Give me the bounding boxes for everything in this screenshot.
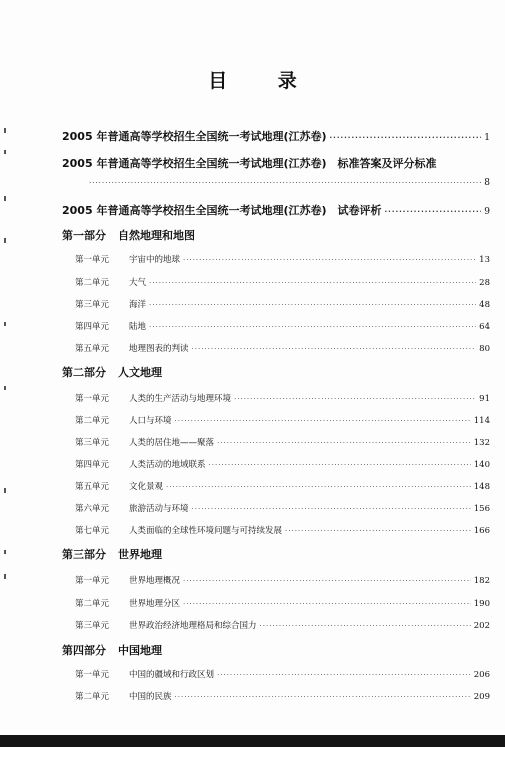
toc-page-number: 206 <box>473 670 490 680</box>
dot-leader <box>260 622 471 630</box>
toc-unit[interactable] <box>75 619 490 631</box>
dot-leader <box>175 417 471 425</box>
unit-number: 第一单元 <box>75 255 110 265</box>
part-heading <box>62 227 195 243</box>
dot-leader <box>183 256 476 264</box>
dot-leader <box>209 461 471 469</box>
dot-leader <box>149 323 476 331</box>
part-name: 中国地理 <box>118 644 162 657</box>
toc-unit[interactable] <box>75 320 490 332</box>
dot-leader <box>385 208 482 216</box>
unit-number: 第六单元 <box>75 504 110 514</box>
unit-number: 第七单元 <box>75 526 110 536</box>
part-number: 第四部分 <box>62 644 106 657</box>
toc-page-number: 64 <box>479 322 490 332</box>
dot-leader <box>166 483 471 491</box>
unit-number: 第二单元 <box>75 692 110 702</box>
toc-unit[interactable] <box>75 436 490 448</box>
toc-page-number: 114 <box>473 416 490 426</box>
toc-page-number: 80 <box>479 344 490 354</box>
scan-margin <box>0 747 505 780</box>
toc-page-number: 148 <box>473 482 490 492</box>
part-heading <box>62 642 162 658</box>
unit-name: 人类面临的全球性环境问题与可持续发展 <box>129 526 283 536</box>
unit-number: 第二单元 <box>75 416 110 426</box>
toc-unit[interactable] <box>75 502 490 514</box>
unit-number: 第五单元 <box>75 482 110 492</box>
toc-unit[interactable] <box>75 276 490 288</box>
unit-name: 中国的民族 <box>129 692 172 702</box>
unit-number: 第一单元 <box>75 394 110 404</box>
unit-name: 人类的居住地——聚落 <box>129 438 215 448</box>
dot-leader <box>285 527 471 535</box>
dot-leader <box>217 671 471 679</box>
toc-page-number: 209 <box>473 692 490 702</box>
toc-entry-analysis[interactable] <box>62 202 490 218</box>
dot-leader <box>192 345 477 353</box>
part-number: 第二部分 <box>62 366 106 379</box>
unit-number: 第三单元 <box>75 438 110 448</box>
scan-edge-shadow <box>0 735 505 747</box>
toc-entry-title: 2005 年普通高等学校招生全国统一考试地理(江苏卷) 标准答案及评分标准 <box>62 157 437 170</box>
unit-number: 第二单元 <box>75 599 110 609</box>
part-number: 第三部分 <box>62 548 106 561</box>
toc-page-number: 132 <box>473 438 490 448</box>
toc-page-number: 48 <box>479 300 490 310</box>
toc-entry-answers-continued[interactable] <box>86 178 490 188</box>
unit-name: 陆地 <box>129 322 147 332</box>
part-heading <box>62 546 162 562</box>
unit-name: 旅游活动与环境 <box>129 504 189 514</box>
toc-unit[interactable] <box>75 668 490 680</box>
unit-name: 世界政治经济地理格局和综合国力 <box>129 621 257 631</box>
unit-number: 第四单元 <box>75 322 110 332</box>
toc-entry-title: 2005 年普通高等学校招生全国统一考试地理(江苏卷) <box>62 130 327 143</box>
toc-entry-answers[interactable] <box>62 155 490 171</box>
part-number: 第一部分 <box>62 229 106 242</box>
toc-page-number: 8 <box>484 178 490 188</box>
unit-name: 世界地理分区 <box>129 599 181 609</box>
unit-name: 人类的生产活动与地理环境 <box>129 394 232 404</box>
toc-page-number: 9 <box>484 207 490 217</box>
unit-name: 人类活动的地域联系 <box>129 460 206 470</box>
unit-name: 宇宙中的地球 <box>129 255 181 265</box>
toc-page-number: 156 <box>473 504 490 514</box>
dot-leader <box>234 395 476 403</box>
toc-unit[interactable] <box>75 458 490 470</box>
toc-page-number: 190 <box>473 599 490 609</box>
toc-unit[interactable] <box>75 342 490 354</box>
dot-leader <box>192 505 471 513</box>
toc-unit[interactable] <box>75 690 490 702</box>
toc-page-number: 202 <box>473 621 490 631</box>
unit-name: 地理图表的判读 <box>129 344 189 354</box>
unit-number: 第五单元 <box>75 344 110 354</box>
toc-unit[interactable] <box>75 597 490 609</box>
toc-unit[interactable] <box>75 414 490 426</box>
unit-number: 第四单元 <box>75 460 110 470</box>
unit-number: 第三单元 <box>75 300 110 310</box>
dot-leader <box>149 279 476 287</box>
unit-name: 海洋 <box>129 300 147 310</box>
toc-unit[interactable] <box>75 392 490 404</box>
toc-unit[interactable] <box>75 524 490 536</box>
unit-name: 中国的疆域和行政区划 <box>129 670 215 680</box>
dot-leader <box>183 600 471 608</box>
unit-name: 人口与环境 <box>129 416 172 426</box>
toc-unit[interactable] <box>75 298 490 310</box>
unit-name: 世界地理概况 <box>129 576 181 586</box>
dot-leader <box>89 179 481 187</box>
toc-page-number: 1 <box>484 133 490 143</box>
dot-leader <box>330 134 482 142</box>
dot-leader <box>175 693 471 701</box>
toc-unit[interactable] <box>75 253 490 265</box>
part-name: 世界地理 <box>118 548 162 561</box>
page-title: 目 录 <box>208 70 319 92</box>
unit-number: 第一单元 <box>75 670 110 680</box>
toc-entry-exam[interactable] <box>62 128 490 144</box>
toc-page-number: 140 <box>473 460 490 470</box>
dot-leader <box>149 301 476 309</box>
toc-page-number: 166 <box>473 526 490 536</box>
part-name: 人文地理 <box>118 366 162 379</box>
toc-page-number: 28 <box>479 278 490 288</box>
toc-entry-title: 2005 年普通高等学校招生全国统一考试地理(江苏卷) 试卷评析 <box>62 204 382 217</box>
unit-name: 文化景观 <box>129 482 164 492</box>
unit-number: 第三单元 <box>75 621 110 631</box>
part-heading <box>62 364 162 380</box>
part-name: 自然地理和地图 <box>118 229 195 242</box>
unit-number: 第一单元 <box>75 576 110 586</box>
toc-page-number: 13 <box>479 255 490 265</box>
toc-page-number: 91 <box>479 394 490 404</box>
dot-leader <box>217 439 471 447</box>
toc-unit[interactable] <box>75 574 490 586</box>
toc-page-number: 182 <box>473 576 490 586</box>
dot-leader <box>183 577 471 585</box>
toc-unit[interactable] <box>75 480 490 492</box>
unit-name: 大气 <box>129 278 147 288</box>
unit-number: 第二单元 <box>75 278 110 288</box>
